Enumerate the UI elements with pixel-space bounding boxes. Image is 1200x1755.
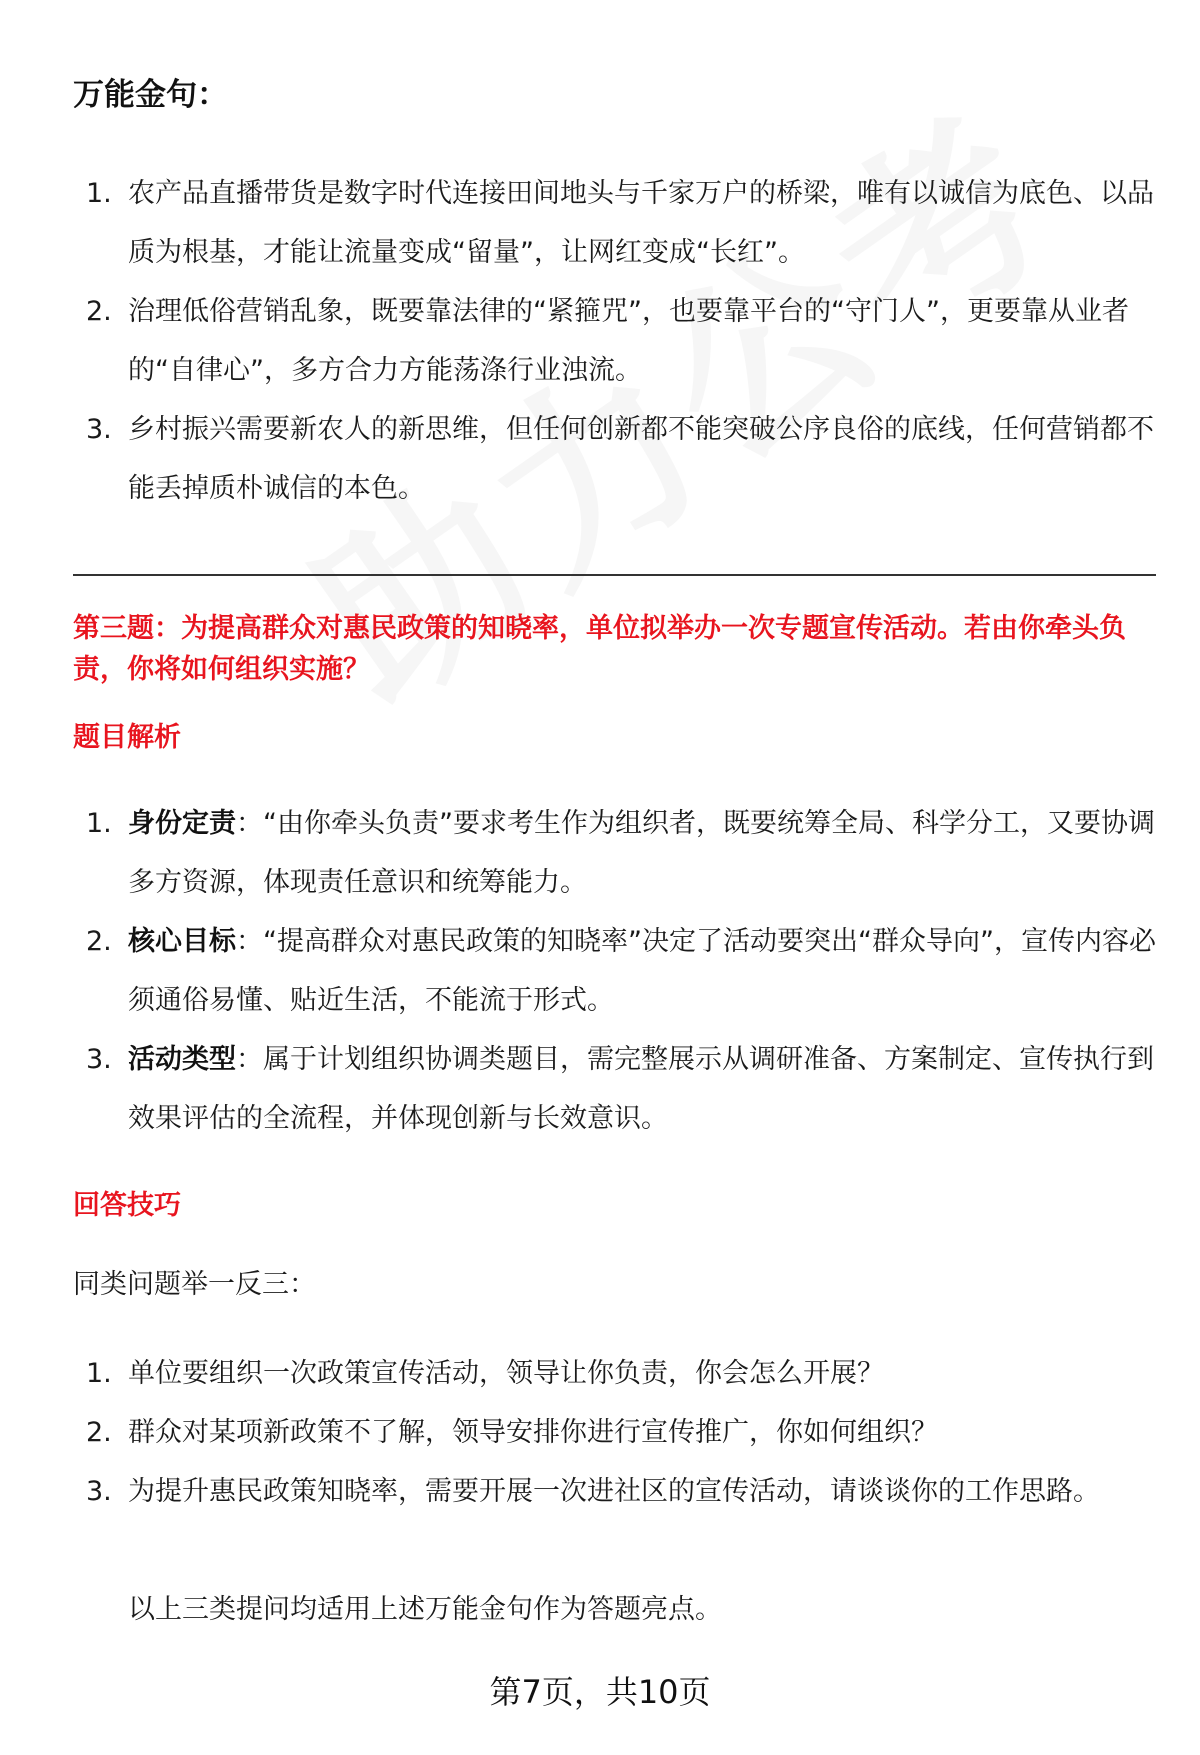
note-text: 以上三类提问均适用上述万能金句作为答题亮点。 — [128, 1594, 722, 1625]
section-heading-tips: 回答技巧 — [73, 1190, 181, 1221]
list-text: 治理低俗营销乱象，既要靠法律的“紧箍咒”，也要靠平台的“守门人”，更要靠从业者的“自律心”，多方合力方能荡涤行业浊流。 — [128, 296, 1129, 386]
item-label: 活动类型 — [128, 1044, 236, 1075]
item-label: 核心目标 — [128, 926, 236, 957]
list-number: 2. — [86, 296, 112, 327]
list-item — [86, 400, 1156, 518]
list-text: 群众对某项新政策不了解，领导安排你进行宣传推广，你如何组织？ — [128, 1417, 938, 1448]
list-number: 2. — [86, 926, 112, 957]
list-item — [86, 1462, 1156, 1521]
tips-intro: 同类问题举一反三： — [73, 1269, 316, 1300]
list-item — [86, 912, 1156, 1030]
list-item — [86, 1344, 1156, 1403]
list-item — [86, 1403, 1156, 1462]
list-item — [86, 164, 1156, 282]
section-heading-golden-sentences: 万能金句： — [73, 77, 228, 113]
list-number: 1. — [86, 1358, 112, 1389]
question-title: 第三题：为提高群众对惠民政策的知晓率，单位拟举办一次专题宣传活动。若由你牵头负责，你将如何组织实施？ — [73, 613, 1126, 685]
list-number: 3. — [86, 414, 112, 445]
list-text: 为提升惠民政策知晓率，需要开展一次进社区的宣传活动，请谈谈你的工作思路。 — [128, 1476, 1100, 1507]
list-item — [86, 1030, 1156, 1148]
item-body: ：“由你牵头负责”要求考生作为组织者，既要统筹全局、科学分工，又要协调多方资源，体现责任意识和统筹能力。 — [128, 808, 1155, 898]
item-body: ：“提高群众对惠民政策的知晓率”决定了活动要突出“群众导向”，宣传内容必须通俗易懂、贴近生活，不能流于形式。 — [128, 926, 1156, 1016]
list-text: 单位要组织一次政策宣传活动，领导让你负责，你会怎么开展？ — [128, 1358, 884, 1389]
section-heading-analysis: 题目解析 — [73, 722, 181, 753]
list-number: 3. — [86, 1044, 112, 1075]
list-text: 乡村振兴需要新农人的新思维，但任何创新都不能突破公序良俗的底线，任何营销都不能丢掉质朴诚信的本色。 — [128, 414, 1154, 504]
list-number: 3. — [86, 1476, 112, 1507]
list-item — [86, 794, 1156, 912]
list-number: 1. — [86, 178, 112, 209]
list-text: 农产品直播带货是数字时代连接田间地头与千家万户的桥梁，唯有以诚信为底色、以品质为根基，才能让流量变成“留量”，让网红变成“长红”。 — [128, 178, 1154, 268]
list-number: 2. — [86, 1417, 112, 1448]
list-text — [128, 912, 1156, 1030]
item-label: 身份定责 — [128, 808, 236, 839]
list-item — [86, 282, 1156, 400]
section-divider — [73, 574, 1156, 576]
list-number: 1. — [86, 808, 112, 839]
item-body: ：属于计划组织协调类题目，需完整展示从调研准备、方案制定、宣传执行到效果评估的全流程，并体现创新与长效意识。 — [128, 1044, 1154, 1134]
page-number: 第7页，共10页 — [489, 1673, 711, 1711]
list-text — [128, 1030, 1156, 1148]
list-text — [128, 794, 1156, 912]
tips-note — [86, 1580, 1156, 1639]
